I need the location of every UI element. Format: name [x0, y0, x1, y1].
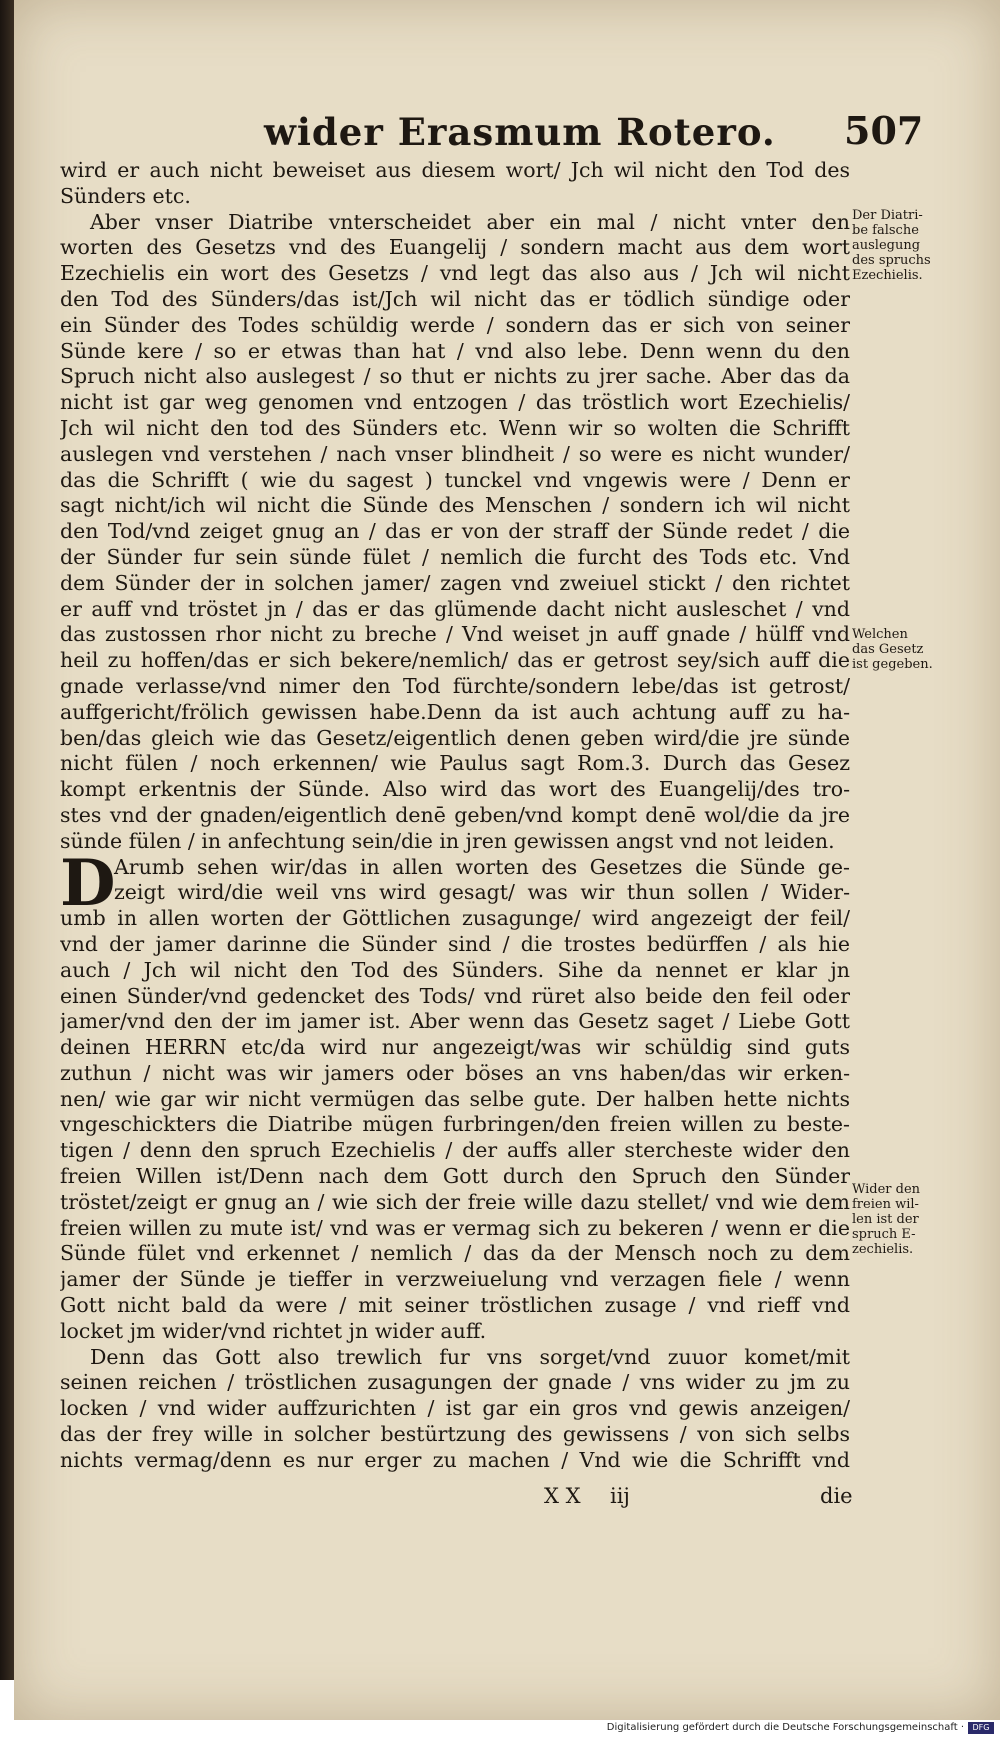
text-line: das zustossen rhor nicht zu breche / Vnd weiset jn auff gnade / hülff vnd [60, 622, 850, 647]
gloss-line: Welchen [852, 627, 908, 642]
scan-edge [0, 0, 14, 1680]
signature-number: iij [610, 1484, 630, 1508]
gloss-line: len ist der [852, 1212, 919, 1227]
catchword: die [820, 1484, 853, 1508]
text-line: heil zu hoffen/das er sich bekere/nemlich/ das er getrost sey/sich auff die [60, 648, 850, 673]
text-line: locken / vnd wider auffzurichten / ist gar ein gros vnd gewis anzeigen/ [60, 1396, 850, 1421]
gloss-line: des spruchs [852, 253, 931, 268]
page-header [14, 110, 1000, 160]
text-line: auslegen vnd verstehen / nach vnser blindheit / so were es nicht wunder/ [60, 441, 850, 466]
gloss-line: das Gesetz [852, 642, 924, 657]
text-line: freien Willen ist/Denn nach dem Gott durch den Spruch den Sünder [60, 1164, 850, 1189]
text-line: das der frey wille in solcher bestürtzung des gewissens / von sich selbs [60, 1422, 850, 1447]
text-line: vngeschickters die Diatribe mügen furbringen/den freien willen zu beste- [60, 1112, 850, 1137]
book-page [14, 0, 1000, 1720]
text-line: Spruch nicht also auslegest / so thut er nichts zu jrer sache. Aber das da [60, 364, 850, 389]
marginal-gloss [852, 208, 972, 283]
text-line: Sünders etc. [60, 183, 191, 208]
gloss-line: Wider den [852, 1182, 921, 1197]
text-line: er auff vnd tröstet jn / das er das glümende dacht nicht ausleschet / vnd [60, 596, 850, 621]
gloss-line: auslegung [852, 238, 921, 253]
text-line: Sünde kere / so er etwas than hat / vnd also lebe. Denn wenn du den [60, 338, 850, 363]
text-line: den Tod/vnd zeiget gnug an / das er von der straff der Sünde redet / die [60, 519, 850, 544]
text-line: kompt erkentnis der Sünde. Also wird das wort des Euangelij/des tro- [60, 777, 850, 802]
text-line: ein Sünder des Todes schüldig werde / sondern das er sich von seiner [60, 312, 850, 337]
drop-cap-initial: D [60, 846, 116, 921]
text-line: tigen / denn den spruch Ezechielis / der auffs aller stercheste wider den [60, 1138, 850, 1163]
text-line: einen Sünder/vnd gedencket des Tods/ vnd rüret also beide den feil oder [60, 983, 850, 1008]
page-footer [14, 1484, 1000, 1514]
text-line: den Tod des Sünders/das ist/Jch wil nicht das er tödlich sündige oder [60, 286, 850, 311]
running-title: wider Erasmum Rotero. [264, 110, 776, 154]
text-line: dem Sünder der in solchen jamer/ zagen vnd zweiuel stickt / den richtet [60, 570, 850, 595]
text-line: jamer der Sünde je tieffer in verzweiuelung vnd verzagen fiele / wenn [60, 1267, 850, 1292]
text-line: stes vnd der gnaden/eigentlich denē geben/vnd kompt denē wol/die da jre [60, 802, 850, 827]
text-line: ben/das gleich wie das Gesetz/eigentlich denen geben wird/die jre sünde [60, 725, 850, 750]
marginal-gloss [852, 1182, 972, 1257]
text-line: zuthun / nicht was wir jamers oder böses an vns haben/das wir erken- [60, 1060, 850, 1085]
text-line: tröstet/zeigt er gnug an / wie sich der freie wille dazu stellet/ vnd wie dem [60, 1189, 850, 1214]
page-number: 507 [844, 108, 924, 153]
text-line: nicht ist gar weg genomen vnd entzogen / das tröstlich wort Ezechielis/ [60, 390, 850, 415]
text-line: sünde fülen / in anfechtung sein/die in jren gewissen angst vnd not leiden. [60, 828, 835, 853]
text-line: umb in allen worten der Göttlichen zusagunge/ wird angezeigt der feil/ [60, 906, 850, 931]
text-line: seinen reichen / tröstlichen zusagungen der gnade / vns wider zu jm zu [60, 1370, 850, 1395]
gloss-line: freien wil- [852, 1197, 919, 1212]
text-line: nen/ wie gar wir nicht vermügen das selbe gute. Der halben hette nichts [60, 1086, 850, 1111]
gloss-line: Der Diatri- [852, 208, 923, 223]
text-line: Denn das Gott also trewlich fur vns sorget/vnd zuuor komet/mit [90, 1344, 850, 1369]
digitization-credit: Digitalisierung gefördert durch die Deutsche Forschungsgemeinschaft · [606, 1722, 964, 1733]
text-line: Gott nicht bald da were / mit seiner tröstlichen zusage / vnd rieff vnd [60, 1293, 850, 1318]
text-line: auffgericht/frölich gewissen habe.Denn da ist auch achtung auff zu ha- [60, 699, 850, 724]
gloss-line: spruch E- [852, 1227, 916, 1242]
signature-mark: X X [544, 1484, 581, 1508]
body-text [60, 158, 850, 1474]
dfg-logo: DFG [968, 1722, 994, 1734]
gloss-line: zechielis. [852, 1242, 914, 1257]
text-line: wird er auch nicht beweiset aus diesem wort/ Jch wil nicht den Tod des [60, 158, 850, 182]
text-line: Ezechielis ein wort des Gesetzs / vnd legt das also aus / Jch wil nicht [60, 261, 850, 286]
text-line: auch / Jch wil nicht den Tod des Sünders. Sihe da nennet er klar jn [60, 957, 850, 982]
text-line: nichts vermag/denn es nur erger zu machen / Vnd wie die Schrifft vnd [60, 1447, 850, 1472]
text-line: worten des Gesetzs vnd des Euangelij / sondern macht aus dem wort [60, 235, 850, 260]
text-line: das die Schrifft ( wie du sagest ) tunckel vnd vngewis were / Denn er [60, 467, 850, 492]
text-line: locket jm wider/vnd richtet jn wider auff. [60, 1318, 487, 1343]
text-line: der Sünder fur sein sünde fület / nemlich die furcht des Tods etc. Vnd [60, 544, 850, 569]
text-line: gnade verlasse/vnd nimer den Tod fürchte/sondern lebe/das ist getrost/ [60, 673, 850, 698]
text-line: vnd der jamer darinne die Sünder sind / die trostes bedürffen / als hie [60, 931, 850, 956]
text-line: Arumb sehen wir/das in allen worten des Gesetzes die Sünde ge- [114, 854, 850, 879]
text-line: jamer/vnd den der im jamer ist. Aber wenn das Gesetz saget / Liebe Gott [60, 1009, 850, 1034]
text-line: Sünde fület vnd erkennet / nemlich / das da der Mensch noch zu dem [60, 1241, 850, 1266]
text-line: Aber vnser Diatribe vnterscheidet aber ein mal / nicht vnter den [90, 209, 850, 234]
text-line: zeigt wird/die weil vns wird gesagt/ was wir thun sollen / Wider- [114, 880, 850, 905]
marginal-gloss [852, 627, 972, 672]
gloss-line: ist gegeben. [852, 657, 933, 672]
text-line: sagt nicht/ich wil nicht die Sünde des Menschen / sondern ich wil nicht [60, 493, 850, 518]
text-line: Jch wil nicht den tod des Sünders etc. Wenn wir so wolten die Schrifft [60, 415, 850, 440]
gloss-line: Ezechielis. [852, 268, 923, 283]
text-line: nicht fülen / noch erkennen/ wie Paulus sagt Rom.3. Durch das Gesez [60, 751, 850, 776]
text-line: freien willen zu mute ist/ vnd was er vermag sich zu bekeren / wenn er die [60, 1215, 850, 1240]
gloss-line: be falsche [852, 223, 919, 238]
digitization-bar [0, 1720, 1000, 1738]
text-line: deinen HERRN etc/da wird nur angezeigt/was wir schüldig sind guts [60, 1035, 850, 1060]
